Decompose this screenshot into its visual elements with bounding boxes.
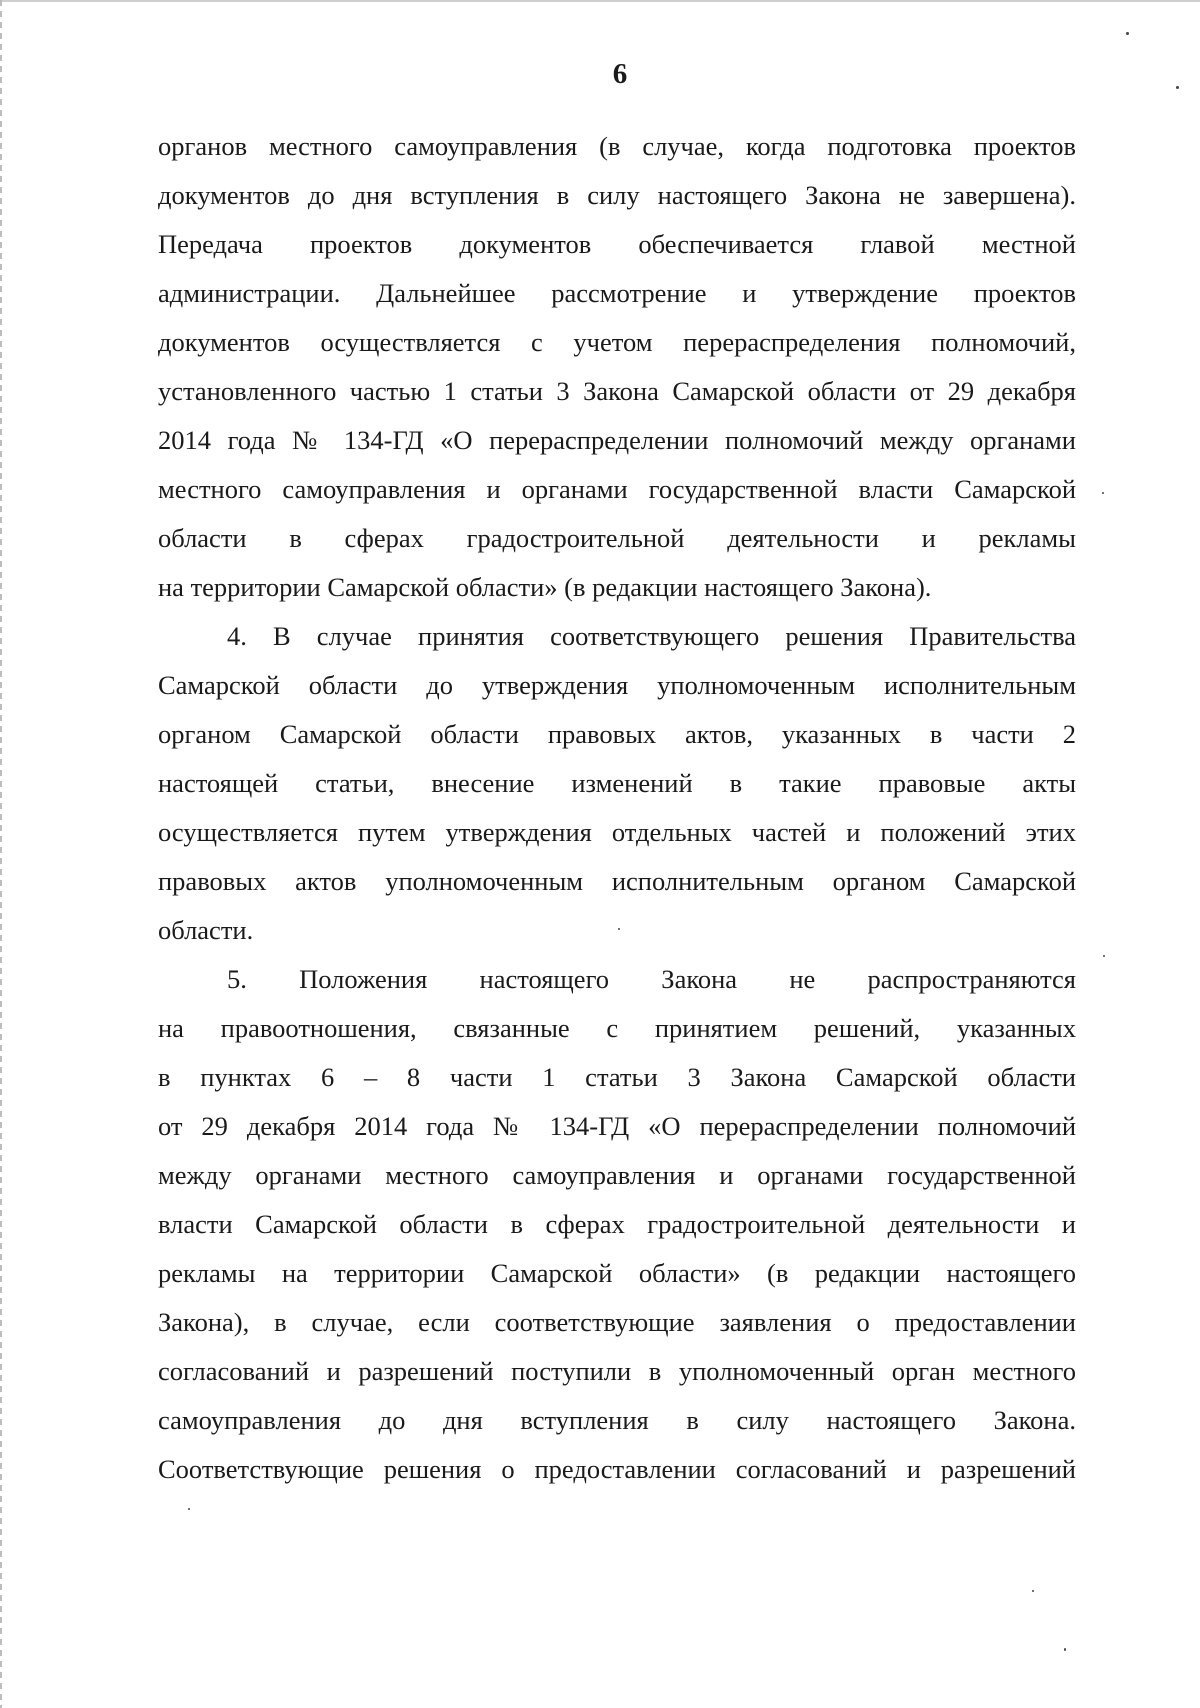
text-line: на правоотношения, связанные с принятием решений, указанных xyxy=(158,1013,1076,1043)
text-line: документов до дня вступления в силу настоящего Закона не завершена). xyxy=(158,180,1076,210)
scan-speck xyxy=(1102,492,1104,494)
text-line: самоуправления до дня вступления в силу настоящего Закона. xyxy=(158,1405,1076,1435)
text-line: согласований и разрешений поступили в уполномоченный орган местного xyxy=(158,1356,1076,1386)
text-line: на территории Самарской области» (в редакции настоящего Закона). xyxy=(158,572,932,602)
text-line: рекламы на территории Самарской области» (в редакции настоящего xyxy=(158,1258,1076,1288)
page-number: 6 xyxy=(612,58,628,90)
scan-speck xyxy=(1032,1590,1034,1592)
text-line: настоящей статьи, внесение изменений в такие правовые акты xyxy=(158,768,1076,798)
text-line: Соответствующие решения о предоставлении согласований и разрешений xyxy=(158,1454,1076,1484)
text-line: местного самоуправления и органами государственной власти Самарской xyxy=(158,474,1076,504)
text-line: правовых актов уполномоченным исполнительным органом Самарской xyxy=(158,866,1076,896)
text-line: 2014 года № 134-ГД «О перераспределении полномочий между органами xyxy=(158,425,1076,455)
paragraph-4-start: 4. В случае принятия соответствующего решения Правительства xyxy=(227,621,1076,651)
scan-speck xyxy=(188,1508,190,1510)
paragraph-5-start: 5. Положения настоящего Закона не распространяются xyxy=(227,964,1076,994)
scan-speck xyxy=(1126,32,1129,35)
text-line: установленного частью 1 статьи 3 Закона Самарской области от 29 декабря xyxy=(158,376,1076,406)
text-line: Самарской области до утверждения уполномоченным исполнительным xyxy=(158,670,1076,700)
text-line: области. xyxy=(158,915,254,945)
text-line: от 29 декабря 2014 года № 134-ГД «О перераспределении полномочий xyxy=(158,1111,1076,1141)
scan-top-edge xyxy=(0,0,1200,2)
scan-speck xyxy=(618,928,620,930)
scan-speck xyxy=(1176,86,1179,89)
text-line: области в сферах градостроительной деятельности и рекламы xyxy=(158,523,1076,553)
text-line: органом Самарской области правовых актов, указанных в части 2 xyxy=(158,719,1076,749)
text-line: между органами местного самоуправления и органами государственной xyxy=(158,1160,1076,1190)
text-line: органов местного самоуправления (в случае, когда подготовка проектов xyxy=(158,131,1076,161)
text-line: в пунктах 6 – 8 части 1 статьи 3 Закона Самарской области xyxy=(158,1062,1076,1092)
text-line: администрации. Дальнейшее рассмотрение и утверждение проектов xyxy=(158,278,1076,308)
scan-left-edge xyxy=(0,0,2,1708)
text-line: власти Самарской области в сферах градостроительной деятельности и xyxy=(158,1209,1076,1239)
text-line: Передача проектов документов обеспечивается главой местной xyxy=(158,229,1076,259)
scan-speck xyxy=(1103,955,1105,957)
scan-speck xyxy=(1064,1648,1066,1651)
text-line: осуществляется путем утверждения отдельных частей и положений этих xyxy=(158,817,1076,847)
text-line: Закона), в случае, если соответствующие заявления о предоставлении xyxy=(158,1307,1076,1337)
text-line: документов осуществляется с учетом перераспределения полномочий, xyxy=(158,327,1076,357)
